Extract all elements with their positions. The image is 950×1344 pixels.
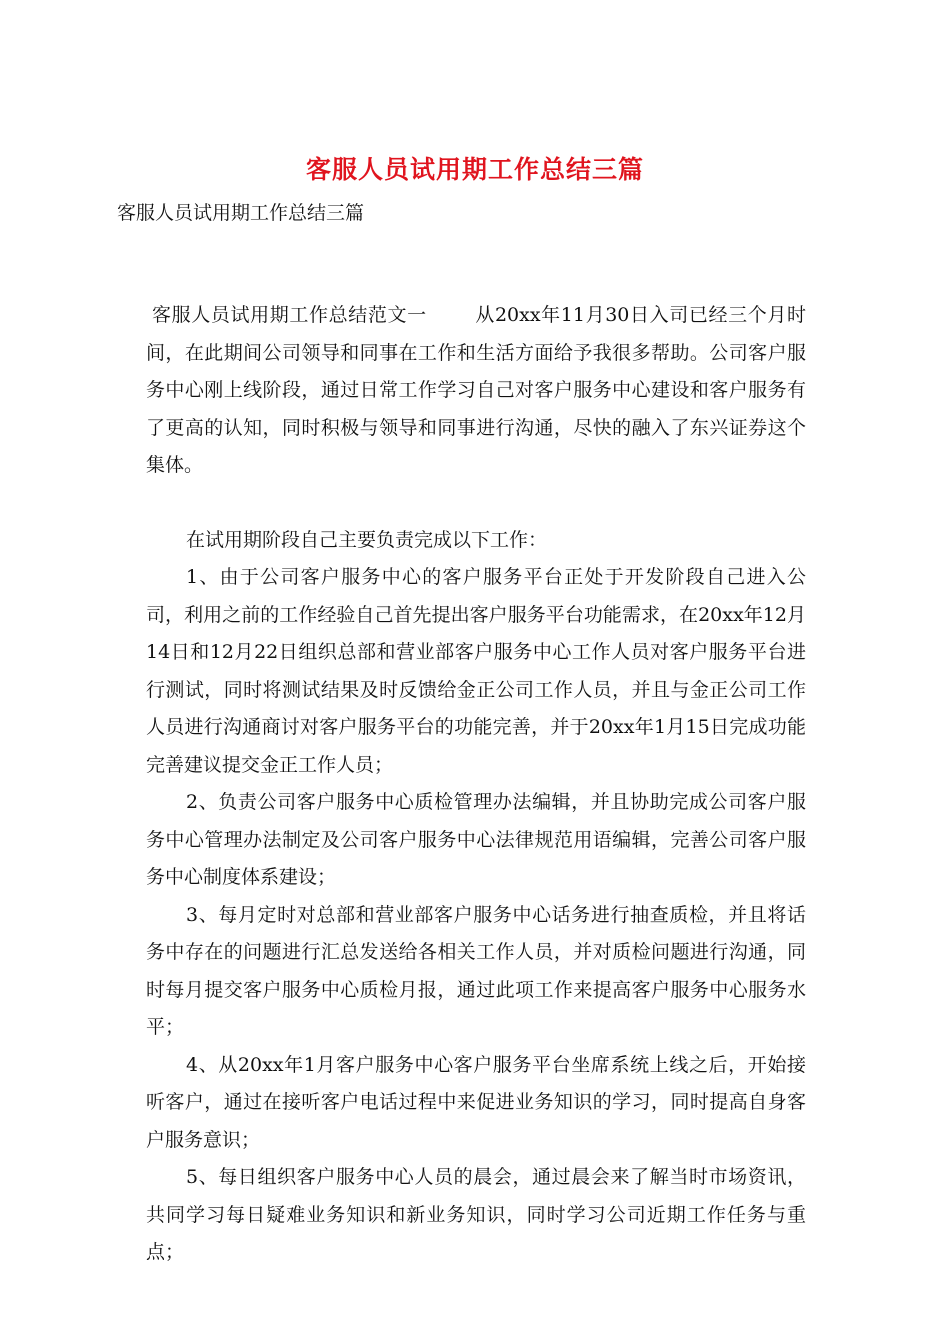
- list-item: 5、每日组织客户服务中心人员的晨会，通过晨会来了解当时市场资讯，共同学习每日疑难业务知识和新业务知识，同时学习公司近期工作任务与重点；: [146, 1166, 806, 1263]
- intro-text: 从20xx年11月30日入司已经三个月时间，在此期间公司领导和同事在工作和生活方面给予我很多帮助。公司客户服务中心刚上线阶段，通过日常工作学习自己对客户服务中心建设和客户服务有了更高的认知，同时积极与领导和同事进行沟通，尽快的融入了东兴证券这个集体。: [146, 304, 806, 476]
- list-item: 1、由于公司客户服务中心的客户服务平台正处于开发阶段自己进入公司，利用之前的工作经验自己首先提出客户服务平台功能需求，在20xx年12月14日和12月22日组织总部和营业部客户服务中心工作人员对客户服务平台进行测试，同时将测试结果及时反馈给金正公司工作人员，并且与金正公司工作人员进行沟通商讨对客户服务平台的功能完善，并于20xx年1月15日完成功能完善建议提交金正工作人员；: [146, 566, 806, 776]
- list-item: 3、每月定时对总部和营业部客户服务中心话务进行抽查质检，并且将话务中存在的问题进行汇总发送给各相关工作人员，并对质检问题进行沟通，同时每月提交客户服务中心质检月报，通过此项工作来提高客户服务中心服务水平；: [146, 903, 806, 1038]
- list-item: 2、负责公司客户服务中心质检管理办法编辑，并且协助完成公司客户服务中心管理办法制定及公司客户服务中心法律规范用语编辑，完善公司客户服务中心制度体系建设；: [146, 791, 806, 888]
- intro-paragraph: [146, 297, 806, 485]
- paragraph-lead: 在试用期阶段自己主要负责完成以下工作：: [186, 528, 548, 551]
- document-title: 客服人员试用期工作总结三篇: [305, 155, 644, 184]
- list-item: 4、从20xx年1月客户服务中心客户服务平台坐席系统上线之后，开始接听客户，通过在接听客户电话过程中来促进业务知识的学习，同时提高自身客户服务意识；: [146, 1053, 806, 1151]
- document-body: [146, 297, 806, 1272]
- document-subtitle: 客服人员试用期工作总结三篇: [117, 202, 365, 224]
- intro-heading: 客服人员试用期工作总结范文一: [152, 304, 427, 326]
